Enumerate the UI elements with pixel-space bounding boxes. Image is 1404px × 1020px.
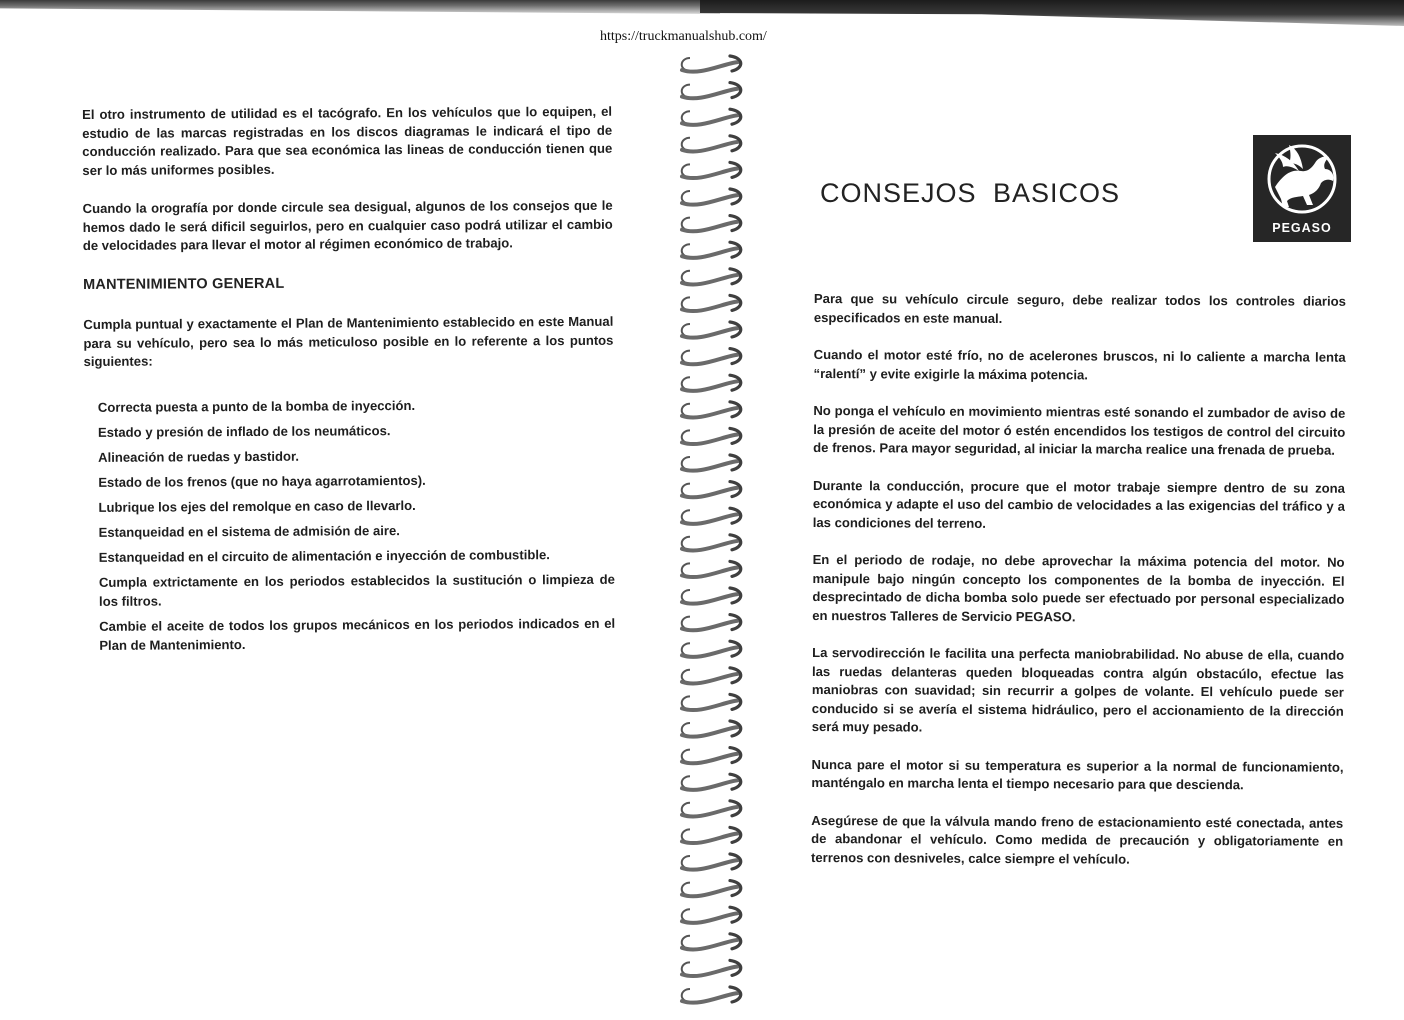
logo-text: PEGASO — [1272, 221, 1332, 235]
binding-coil — [682, 455, 741, 471]
binding-coil — [682, 295, 741, 311]
binding-coil — [682, 216, 741, 232]
binding-coil — [682, 428, 741, 444]
checklist-item: Lubrique los ejes del remolque en caso de llevarlo. — [98, 497, 416, 515]
right-paragraph: Cuando el motor esté frío, no de acelerones bruscos, ni lo caliente a marcha lenta “ralentí” y evite exigirle la máxima potencia. — [813, 346, 1346, 382]
binding-coil — [682, 482, 741, 498]
right-paragraph: Nunca pare el motor si su temperatura es superior a la normal de funcionamiento, manténgalo en marcha lenta el tiempo necesario para que descienda. — [811, 756, 1344, 793]
binding-coil — [682, 109, 741, 125]
checklist-item: Alineación de ruedas y bastidor. — [98, 448, 300, 465]
binding-coil — [682, 641, 741, 657]
binding-coil — [682, 349, 741, 365]
page-title: CONSEJOS BASICOS — [820, 178, 1121, 208]
binding-coil — [682, 881, 741, 897]
binding-coil — [682, 535, 741, 551]
left-page — [82, 103, 615, 661]
binding-coil — [682, 748, 741, 764]
checklist-item: Estanqueidad en el circuito de alimentación e inyección de combustible. — [98, 546, 550, 565]
binding-coil — [682, 615, 741, 631]
binding-coil — [682, 801, 741, 817]
checklist-item: Estado y presión de inflado de los neumáticos. — [97, 422, 391, 440]
checklist-item: Correcta puesta a punto de la bomba de inyección. — [97, 397, 416, 415]
pegaso-logo — [1253, 135, 1351, 242]
binding-coil — [682, 189, 741, 205]
binding-coil — [682, 987, 741, 1003]
binding-coil — [682, 83, 741, 99]
binding-coil — [682, 136, 741, 152]
maintenance-intro: Cumpla puntual y exactamente el Plan de Mantenimiento establecido en este Manual para su vehículo, pero sea lo más meticuloso posible en lo referente a los puntos siguientes: — [83, 313, 614, 369]
binding-coil — [682, 322, 741, 338]
binding-coil — [682, 854, 741, 870]
binding-coil — [682, 934, 741, 950]
checklist-item: Cambie el aceite de todos los grupos mecánicos en los periodos indicados en el Plan de Mantenimiento. — [99, 615, 616, 653]
right-paragraph: Asegúrese de que la válvula mando freno de estacionamiento esté conectada, antes de abandonar el vehículo. Como medida de precaución y obligatoriamente en terrenos con desniveles, calce siempre el vehículo. — [810, 812, 1344, 867]
section-heading: MANTENIMIENTO GENERAL — [83, 275, 285, 293]
checklist-item: Estanqueidad en el sistema de admisión de aire. — [98, 522, 400, 540]
checklist-item: Estado de los frenos (que no haya agarrotamientos). — [98, 472, 426, 490]
binding-coil — [682, 668, 741, 684]
binding-coil — [682, 774, 741, 790]
source-url[interactable]: https://truckmanualshub.com/ — [600, 29, 767, 44]
scan-shadow-right — [700, 0, 1404, 26]
binding-coil — [682, 269, 741, 285]
maintenance-checklist — [98, 394, 616, 654]
binding-coil — [682, 56, 741, 72]
binding-coil — [682, 721, 741, 737]
binding-coil — [682, 694, 741, 710]
binding-coil — [682, 907, 741, 923]
right-page — [811, 290, 1346, 889]
left-paragraph: El otro instrumento de utilidad es el tacógrafo. En los vehículos que lo equipen, el estudio de las marcas registradas en los discos diagramas le indicará el tipo de conducción realizado. Para que sea económica las lineas de conducción tienen que ser lo más uniformes posibles. — [82, 103, 613, 178]
binding-coil — [682, 375, 741, 391]
binding-coil — [682, 162, 741, 178]
binding-coil — [682, 588, 741, 604]
right-paragraph: Para que su vehículo circule seguro, debe realizar todos los controles diarios especificados en este manual. — [813, 291, 1346, 326]
left-paragraph: Cuando la orografía por donde circule sea desigual, algunos de los consejos que le hemos dado le será dificil seguirlos, pero en cualquier caso podrá utilizar el cambio de velocidades para llevar el motor al régimen económico de trabajo. — [82, 197, 613, 253]
right-paragraph: La servodirección le facilita una perfecta maniobrabilidad. No abuse de ella, cuando las ruedas delanteras queden bloqueadas contra algún obstacúlo, efectue las maniobras con suavidad; sin recurrir a golpes de volante. El vehículo puede ser conducido si se avería el sistema hidráulico, pero el accionamiento de la dirección será muy pesado. — [811, 644, 1345, 735]
right-paragraph: En el periodo de rodaje, no debe aprovechar la máxima potencia del motor. No manipule bajo ningún concepto los componentes de la bomba de inyección. El desprecintado de dicha bomba solo puede ser efectuado por personal especializado en nuestros Talleres de Servicio PEGASO. — [812, 551, 1345, 624]
binding-coil — [682, 402, 741, 418]
binding-coil — [682, 242, 741, 258]
checklist-item: Cumpla extrictamente en los periodos establecidos la sustitución o limpieza de los filtros. — [98, 571, 615, 609]
binding-coil — [682, 960, 741, 976]
scan-shadow-left — [0, 0, 720, 14]
right-paragraph: No ponga el vehículo en movimiento mientras esté sonando el zumbador de aviso de la presión de aceite del motor ó estén encendidos los testigos de control del circuito de frenos. Para mayor seguridad, al iniciar la marcha realice una frenada de prueba. — [813, 402, 1346, 458]
binding-coil — [682, 508, 741, 524]
binding-coil — [682, 561, 741, 577]
right-paragraph: Durante la conducción, procure que el motor trabaje siempre dentro de su zona económica y adapte el uso del cambio de velocidades a las exigencias del tráfico y a las condiciones del terreno. — [812, 477, 1346, 531]
spiral-binding — [660, 46, 760, 1020]
binding-coil — [682, 827, 741, 843]
